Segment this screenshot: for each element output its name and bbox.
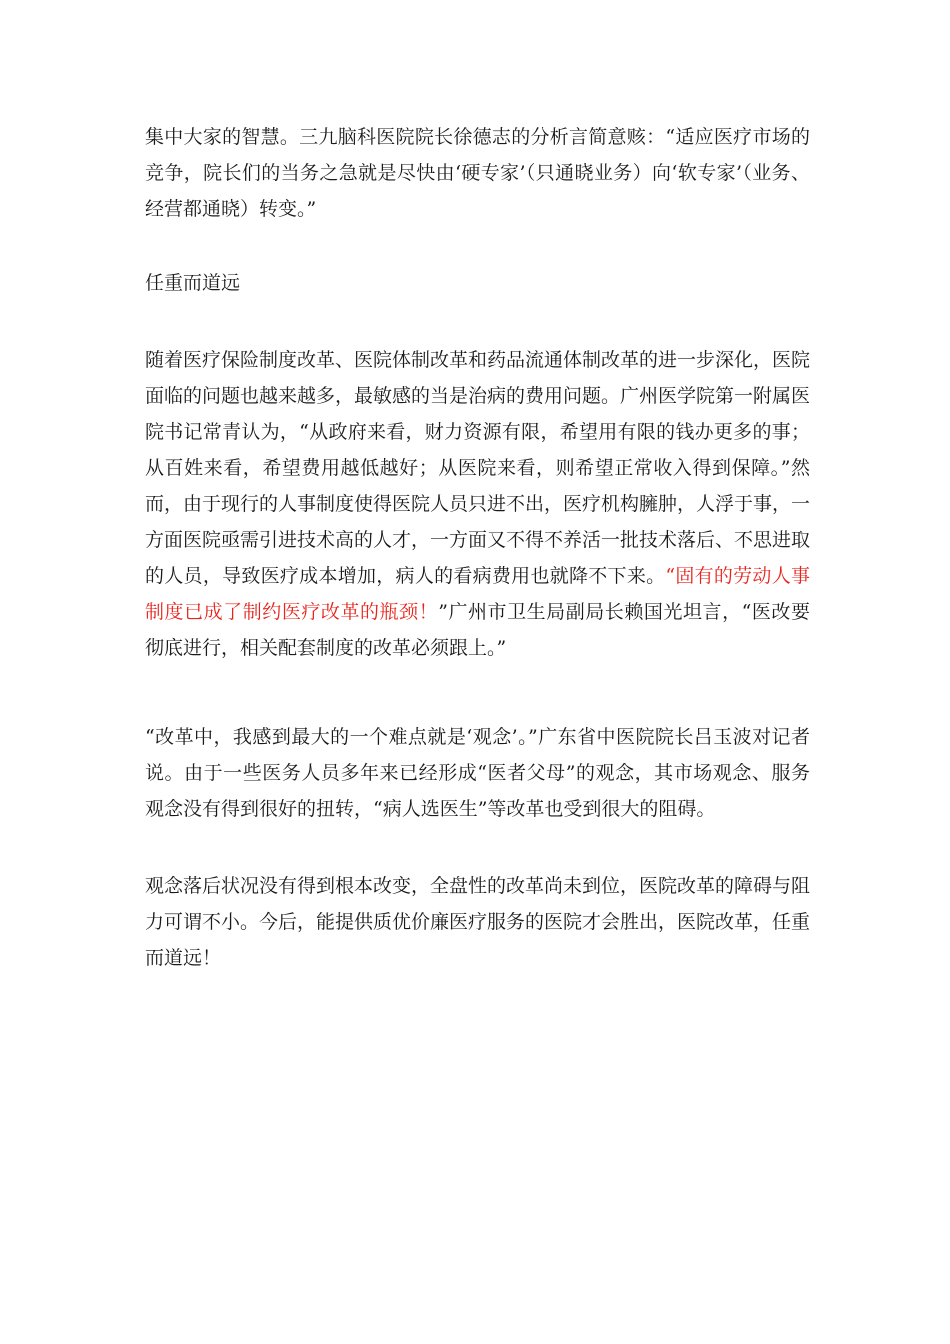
paragraph-2-text-after: ”广州市卫生局副局长赖国光坦言，“医改要彻底进行，相关配套制度的改革必须跟上。” [145,601,810,659]
paragraph-3: “改革中，我感到最大的一个难点就是‘观念’。”广东省中医院院长吕玉波对记者说。由于一些医务人员多年来已经形成“医者父母”的观念，其市场观念、服务观念没有得到很好的扭转，“病人选医生”等改革也受到很大的阻碍。 [145,726,810,820]
paragraph-2 [145,342,810,666]
paragraph-1: 集中大家的智慧。三九脑科医院院长徐德志的分析言简意赅：“适应医疗市场的竞争，院长们的当务之急就是尽快由‘硬专家’（只通晓业务）向‘软专家’（业务、经营都通晓）转变。” [145,126,810,220]
paragraph-2-text-before: 随着医疗保险制度改革、医院体制改革和药品流通体制改革的进一步深化，医院面临的问题也越来越多，最敏感的当是治病的费用问题。广州医学院第一附属医院书记常青认为，“从政府来看，财力资源有限，希望用有限的钱办更多的事；从百姓来看，希望费用越低越好；从医院来看，则希望正常收入得到保障。”然而，由于现行的人事制度使得医院人员只进不出，医疗机构臃肿，人浮于事，一方面医院亟需引进技术高的人才，一方面又不得不养活一批技术落后、不思进取的人员，导致医疗成本增加，病人的看病费用也就降不下来。 [145,349,811,587]
section-heading: 任重而道远 [145,272,241,294]
paragraph-4: 观念落后状况没有得到根本改变，全盘性的改革尚未到位，医院改革的障碍与阻力可谓不小。今后，能提供质优价廉医疗服务的医院才会胜出，医院改革，任重而道远！ [145,875,811,969]
highlighted-quote: “固有的劳动人事制度已成了制约医疗改革的瓶颈！ [145,565,810,623]
